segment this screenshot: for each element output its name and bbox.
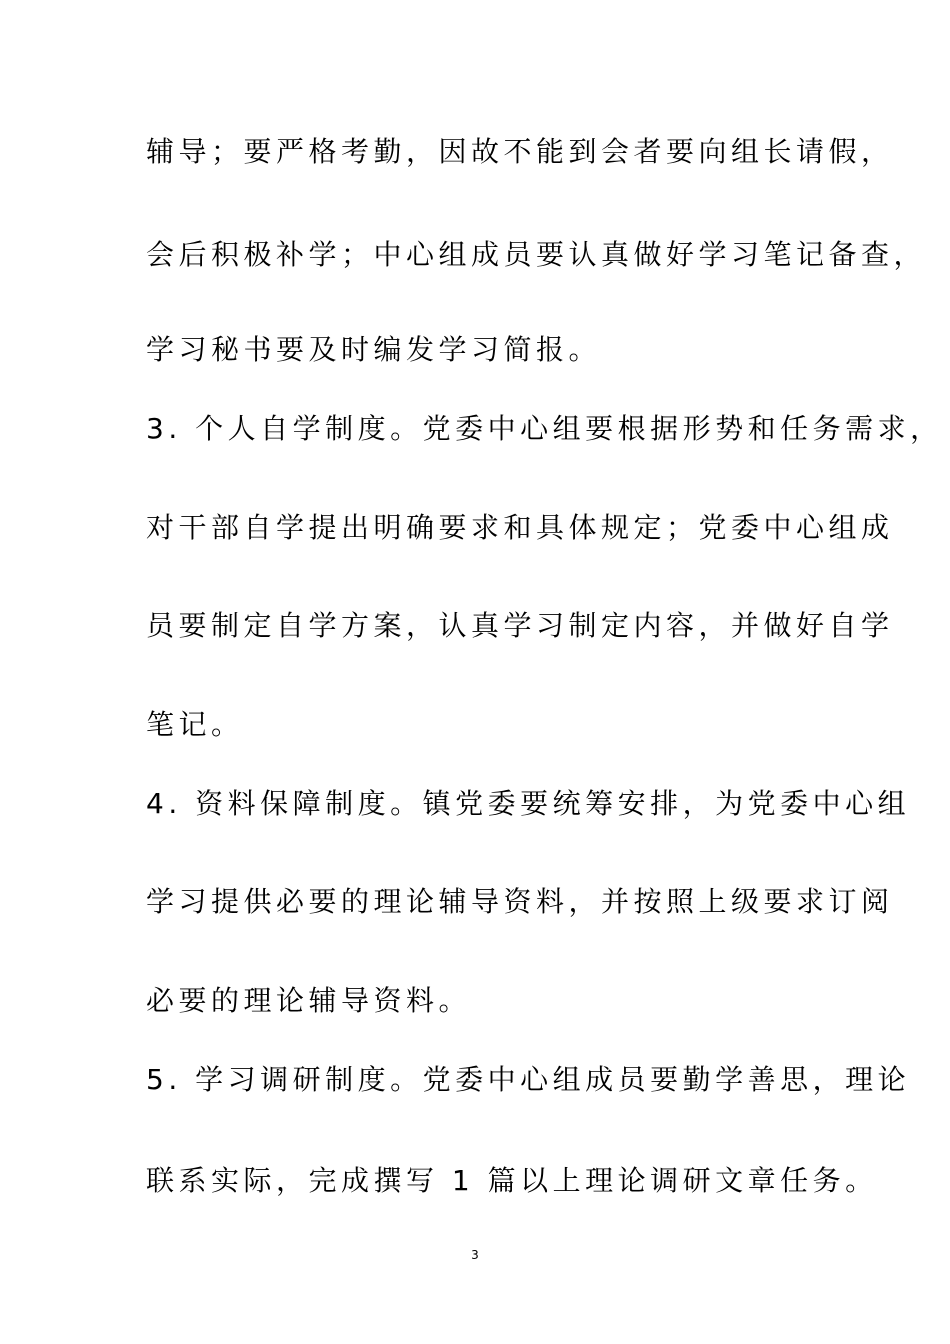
text-line: 会后积极补学；中心组成员要认真做好学习笔记备查， <box>146 238 927 271</box>
text-line: 学习提供必要的理论辅导资料，并按照上级要求订阅 <box>146 885 894 918</box>
text-line: 员要制定自学方案，认真学习制定内容，并做好自学 <box>146 609 894 642</box>
page-number: 3 <box>471 1248 479 1262</box>
text-line: 必要的理论辅导资料。 <box>146 984 472 1017</box>
paragraph-5-heading-line: 5. 学习调研制度。党委中心组成员要勤学善思，理论 <box>146 1063 911 1096</box>
paragraph-3-heading-line: 3. 个人自学制度。党委中心组要根据形势和任务需求， <box>146 412 943 445</box>
paragraph-4-heading-line: 4. 资料保障制度。镇党委要统筹安排，为党委中心组 <box>146 787 911 820</box>
text-line: 对干部自学提出明确要求和具体规定；党委中心组成 <box>146 511 894 544</box>
text-line: 笔记。 <box>146 708 244 741</box>
text-line: 辅导；要严格考勤，因故不能到会者要向组长请假， <box>146 135 894 168</box>
text-line: 联系实际，完成撰写 1 篇以上理论调研文章任务。 <box>146 1164 878 1197</box>
text-line: 学习秘书要及时编发学习简报。 <box>146 333 602 366</box>
